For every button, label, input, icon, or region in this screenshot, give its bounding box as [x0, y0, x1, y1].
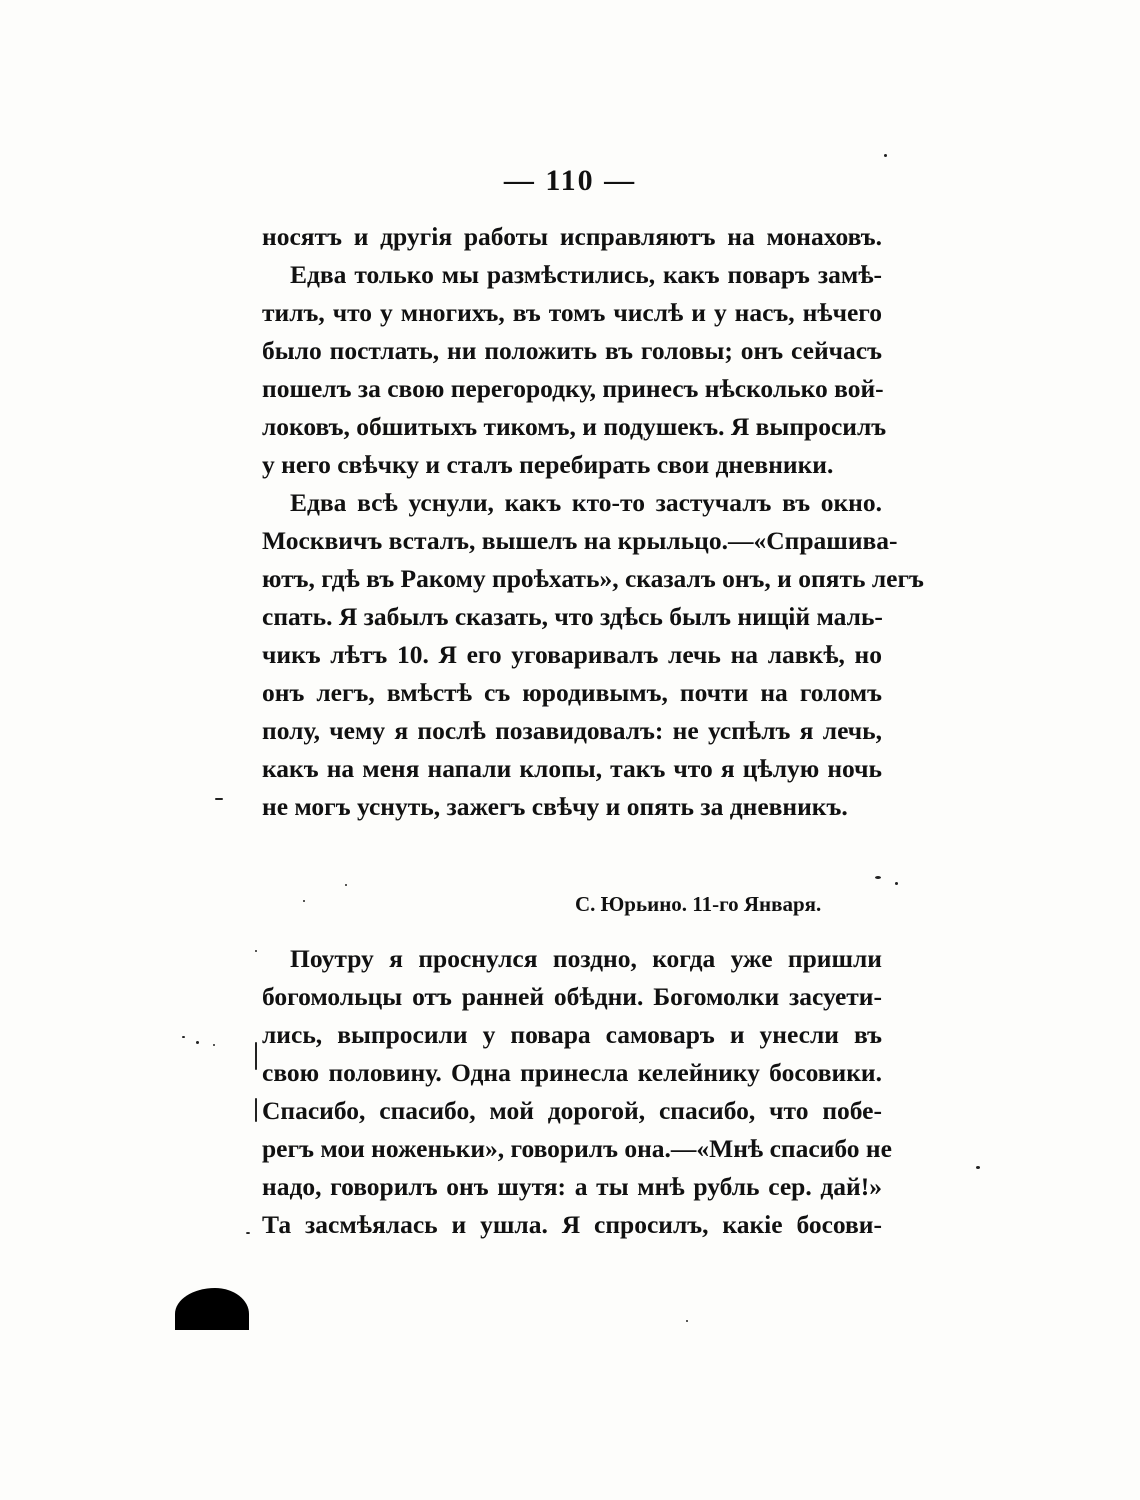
text-line: свою половину. Одна принесла келейнику босовики. — [262, 1058, 882, 1087]
text-line: лись, выпросили у повара самоваръ и унесли въ — [262, 1020, 882, 1049]
text-line: локовъ, обшитыхъ тикомъ, и подушекъ. Я выпросилъ — [262, 412, 887, 441]
ink-blot — [175, 1288, 249, 1330]
scan-speck — [875, 876, 881, 879]
scan-speck — [884, 154, 887, 157]
scan-speck — [255, 1042, 257, 1070]
text-line: было постлать, ни положить въ головы; онъ сейчасъ — [262, 336, 882, 365]
text-line: регъ мои ноженьки», говорилъ она.—«Мнѣ спасибо не — [262, 1134, 892, 1163]
text-line: онъ легъ, вмѣстѣ съ юродивымъ, почти на голомъ — [262, 678, 882, 707]
scan-speck — [246, 1232, 250, 1234]
text-line: Поутру я проснулся поздно, когда уже пришли — [290, 944, 882, 973]
text-line: чикъ лѣтъ 10. Я его уговаривалъ лечь на лавкѣ, но — [262, 640, 882, 669]
text-line: Едва только мы размѣстились, какъ поваръ замѣ- — [290, 260, 882, 289]
text-line: полу, чему я послѣ позавидовалъ: не успѣлъ я лечь, — [262, 716, 882, 745]
text-line: Едва всѣ уснули, какъ кто-то застучалъ въ окно. — [290, 488, 882, 517]
scan-speck — [255, 1098, 257, 1122]
scan-speck — [895, 882, 898, 885]
text-line: тилъ, что у многихъ, въ томъ числѣ и у насъ, нѣчего — [262, 298, 882, 327]
scan-speck — [976, 1166, 980, 1169]
text-line: надо, говорилъ онъ шутя: а ты мнѣ рубль сер. дай!» — [262, 1172, 882, 1201]
scan-speck — [215, 798, 223, 800]
scan-speck — [686, 1320, 688, 1322]
text-line: Москвичъ всталъ, вышелъ на крыльцо.—«Спрашива- — [262, 526, 898, 555]
text-line: пошелъ за свою перегородку, принесъ нѣсколько вой- — [262, 374, 884, 403]
text-line: богомольцы отъ ранней обѣдни. Богомолки засуети- — [262, 982, 882, 1011]
page-number: — 110 — — [503, 164, 637, 197]
scan-speck — [182, 1036, 185, 1038]
text-line: какъ на меня напали клопы, такъ что я цѣлую ночь — [262, 754, 882, 783]
scan-speck — [303, 900, 305, 902]
text-line: спать. Я забылъ сказать, что здѣсь былъ нищій маль- — [262, 602, 883, 631]
text-line: не могъ уснуть, зажегъ свѣчу и опять за дневникъ. — [262, 792, 848, 821]
scan-speck — [196, 1041, 199, 1044]
text-line: Спасибо, спасибо, мой дорогой, спасибо, что побе- — [262, 1096, 882, 1125]
text-line: носятъ и другія работы исправляютъ на монаховъ. — [262, 222, 882, 251]
scan-speck — [213, 1044, 215, 1046]
text-line: у него свѣчку и сталъ перебирать свои дневники. — [262, 450, 834, 479]
scan-speck — [345, 884, 347, 886]
dateline: С. Юрьино. 11-го Января. — [575, 892, 822, 916]
text-line: ютъ, гдѣ въ Ракому проѣхать», сказалъ онъ, и опять легъ — [262, 564, 924, 593]
scan-speck — [255, 950, 257, 952]
text-line: Та засмѣялась и ушла. Я спросилъ, какіе босови- — [262, 1210, 882, 1239]
